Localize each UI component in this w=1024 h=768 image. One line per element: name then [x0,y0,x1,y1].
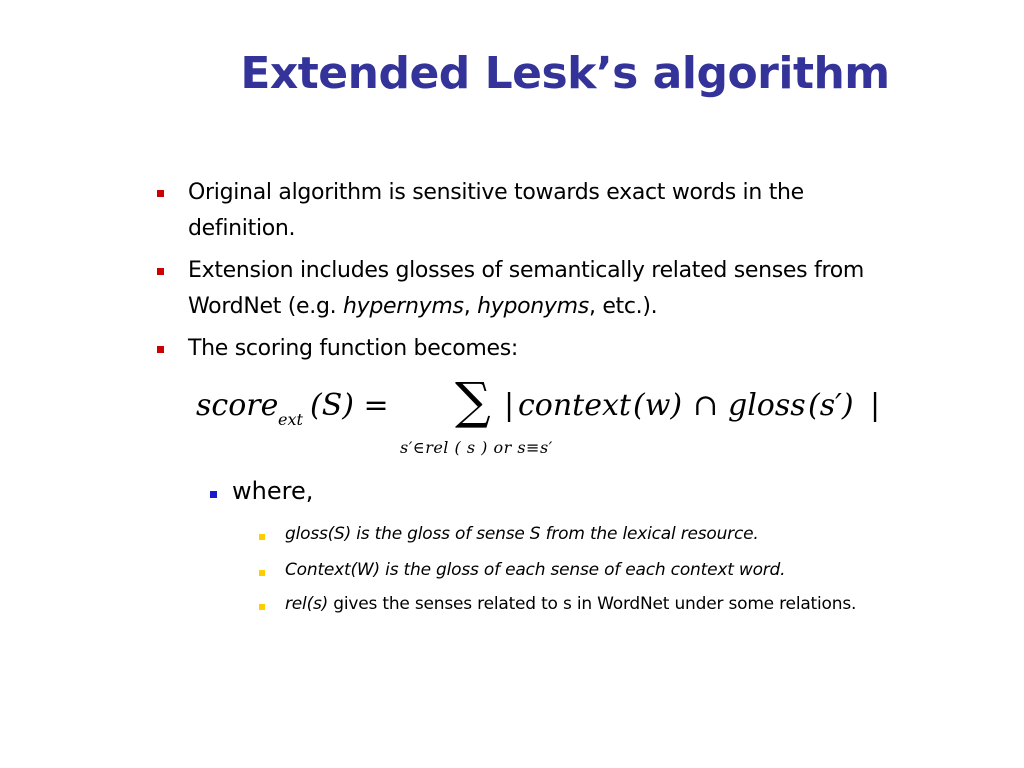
formula-sum-index: s′∈rel ( s ) or s≡s′ [400,438,553,457]
sub-sub-bullet-italic: rel(s) [285,594,329,614]
bullet-text-line1: Original algorithm is sensitive towards exact words in the [188,180,804,205]
formula-gloss: gloss [728,388,806,423]
sub-sub-bullet-marker [259,534,265,540]
formula-sigma: ∑ [455,372,491,430]
formula-context: context [518,388,631,423]
bullet-marker [157,268,164,275]
sub-sub-bullet-italic: gloss(S) is the gloss of sense S from the lexical resource. [285,524,759,544]
bullet-text-line2: definition. [188,216,296,241]
sub-sub-bullet-italic: Context(W) is the gloss of each sense of each context word. [285,560,786,580]
formula-abs-open: | [504,388,515,423]
formula-gloss-arg: (s′) [808,388,854,423]
bullet-text-suffix: , etc.). [588,294,658,319]
score-formula [190,372,890,468]
bullet-text-prefix: WordNet (e.g. [188,294,344,319]
sub-sub-bullet-marker [259,570,265,576]
sub-sub-bullet-rel [285,594,856,614]
formula-context-arg: (w) [633,388,683,423]
sub-sub-bullet-context [285,560,785,580]
bullet-marker [157,190,164,197]
formula-score: score [196,388,279,423]
formula-abs-close: | [870,388,881,423]
bullet-scoring-function [188,331,958,367]
bullet-original-algorithm [188,175,958,247]
bullet-text: The scoring function becomes: [188,336,519,361]
slide-title: Extended Lesk’s algorithm [240,48,890,99]
bullet-extension [188,253,958,325]
sub-sub-bullet-plain: gives the senses related to s in WordNet under some relations. [328,594,857,614]
sub-bullet-marker [210,491,217,498]
comma: , [463,294,478,319]
formula-ext-subscript: ext [278,410,303,429]
sub-sub-bullet-gloss [285,524,759,544]
term-hypernyms: hypernyms [343,294,464,319]
formula-intersection: ∩ [693,388,719,423]
term-hyponyms: hyponyms [477,294,589,319]
bullet-marker [157,346,164,353]
sub-bullet-where: where, [232,477,314,505]
bullet-text-line1: Extension includes glosses of semantically related senses from [188,258,865,283]
sub-sub-bullet-marker [259,604,265,610]
formula-lhs-arg: (S) = [310,388,389,423]
